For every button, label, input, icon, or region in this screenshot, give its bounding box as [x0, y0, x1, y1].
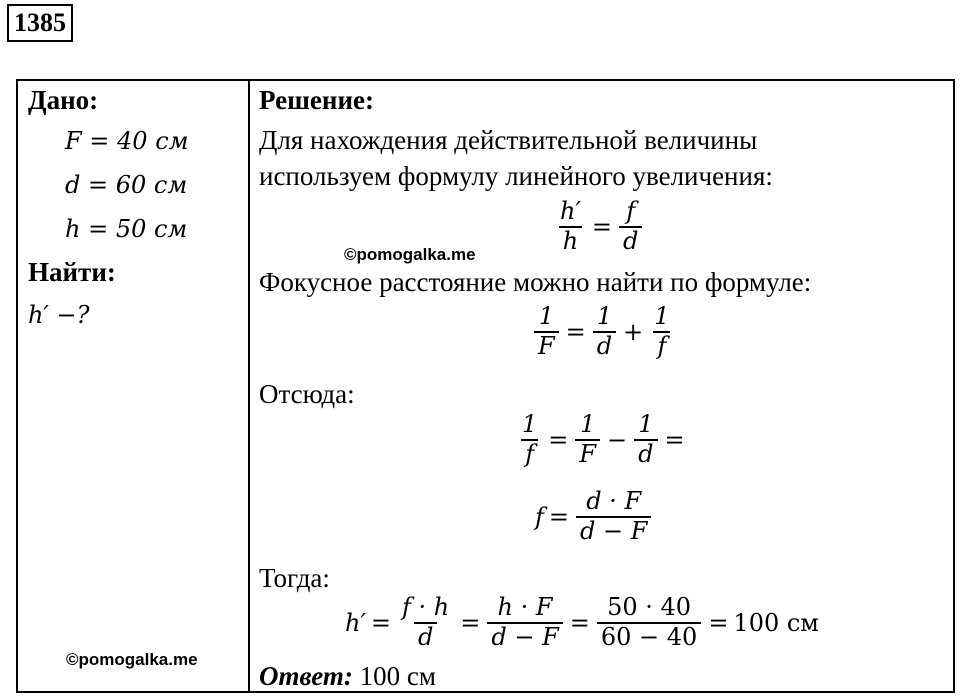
- formula-inverse-f: $\frac{1}{f}$ = $\frac{1}{F}$ − $\frac{1}{d}$ =: [522, 410, 685, 468]
- watermark-center: ©pomogalka.me: [344, 245, 476, 264]
- answer-value: 100 см: [359, 661, 436, 691]
- fraction-h-prime-over-h: $\frac{h'}{h}$: [560, 197, 581, 255]
- solution-line-2: используем формулу линейного увеличения:: [259, 161, 773, 191]
- given-item-f: F = 40 см: [65, 127, 189, 155]
- find-item: h′ −?: [28, 301, 90, 329]
- given-item-d: d = 60 см: [65, 171, 188, 199]
- given-column: [18, 81, 248, 691]
- formula-magnification: $\frac{h'}{h}$ = $\frac{f}{d}$: [554, 198, 644, 255]
- fraction-f-over-d: $\frac{f}{d}$: [619, 198, 642, 255]
- solution-column: [250, 81, 953, 691]
- solution-title: Решение:: [259, 85, 374, 115]
- solution-line-5: Тогда:: [259, 563, 330, 593]
- watermark-left: ©pomogalka.me: [66, 650, 198, 669]
- solution-line-1: Для нахождения действительной величины: [259, 125, 758, 155]
- problem-number: 1385: [7, 4, 73, 42]
- solution-table: [16, 79, 955, 693]
- given-item-h: h = 50 см: [65, 215, 188, 243]
- given-title: Дано:: [28, 85, 99, 115]
- formula-lens: $\frac{1}{F}$ = $\frac{1}{d}$ + $\frac{1}{f}$: [532, 303, 676, 360]
- formula-h-prime: h′ = $\frac{f \cdot h}{d}$ = $\frac{h \cdot F}{d - F}$ = $\frac{50 \cdot 40}{60 - 40}$ = 100 см: [345, 593, 819, 651]
- formula-f: f = $\frac{d \cdot F}{d - F}$: [535, 488, 653, 545]
- solution-line-4: Отсюда:: [259, 379, 355, 409]
- answer-line: [259, 661, 436, 692]
- answer-label: Ответ:: [259, 661, 353, 691]
- find-title: Найти:: [28, 257, 116, 287]
- solution-line-3: Фокусное расстояние можно найти по формуле:: [259, 267, 812, 297]
